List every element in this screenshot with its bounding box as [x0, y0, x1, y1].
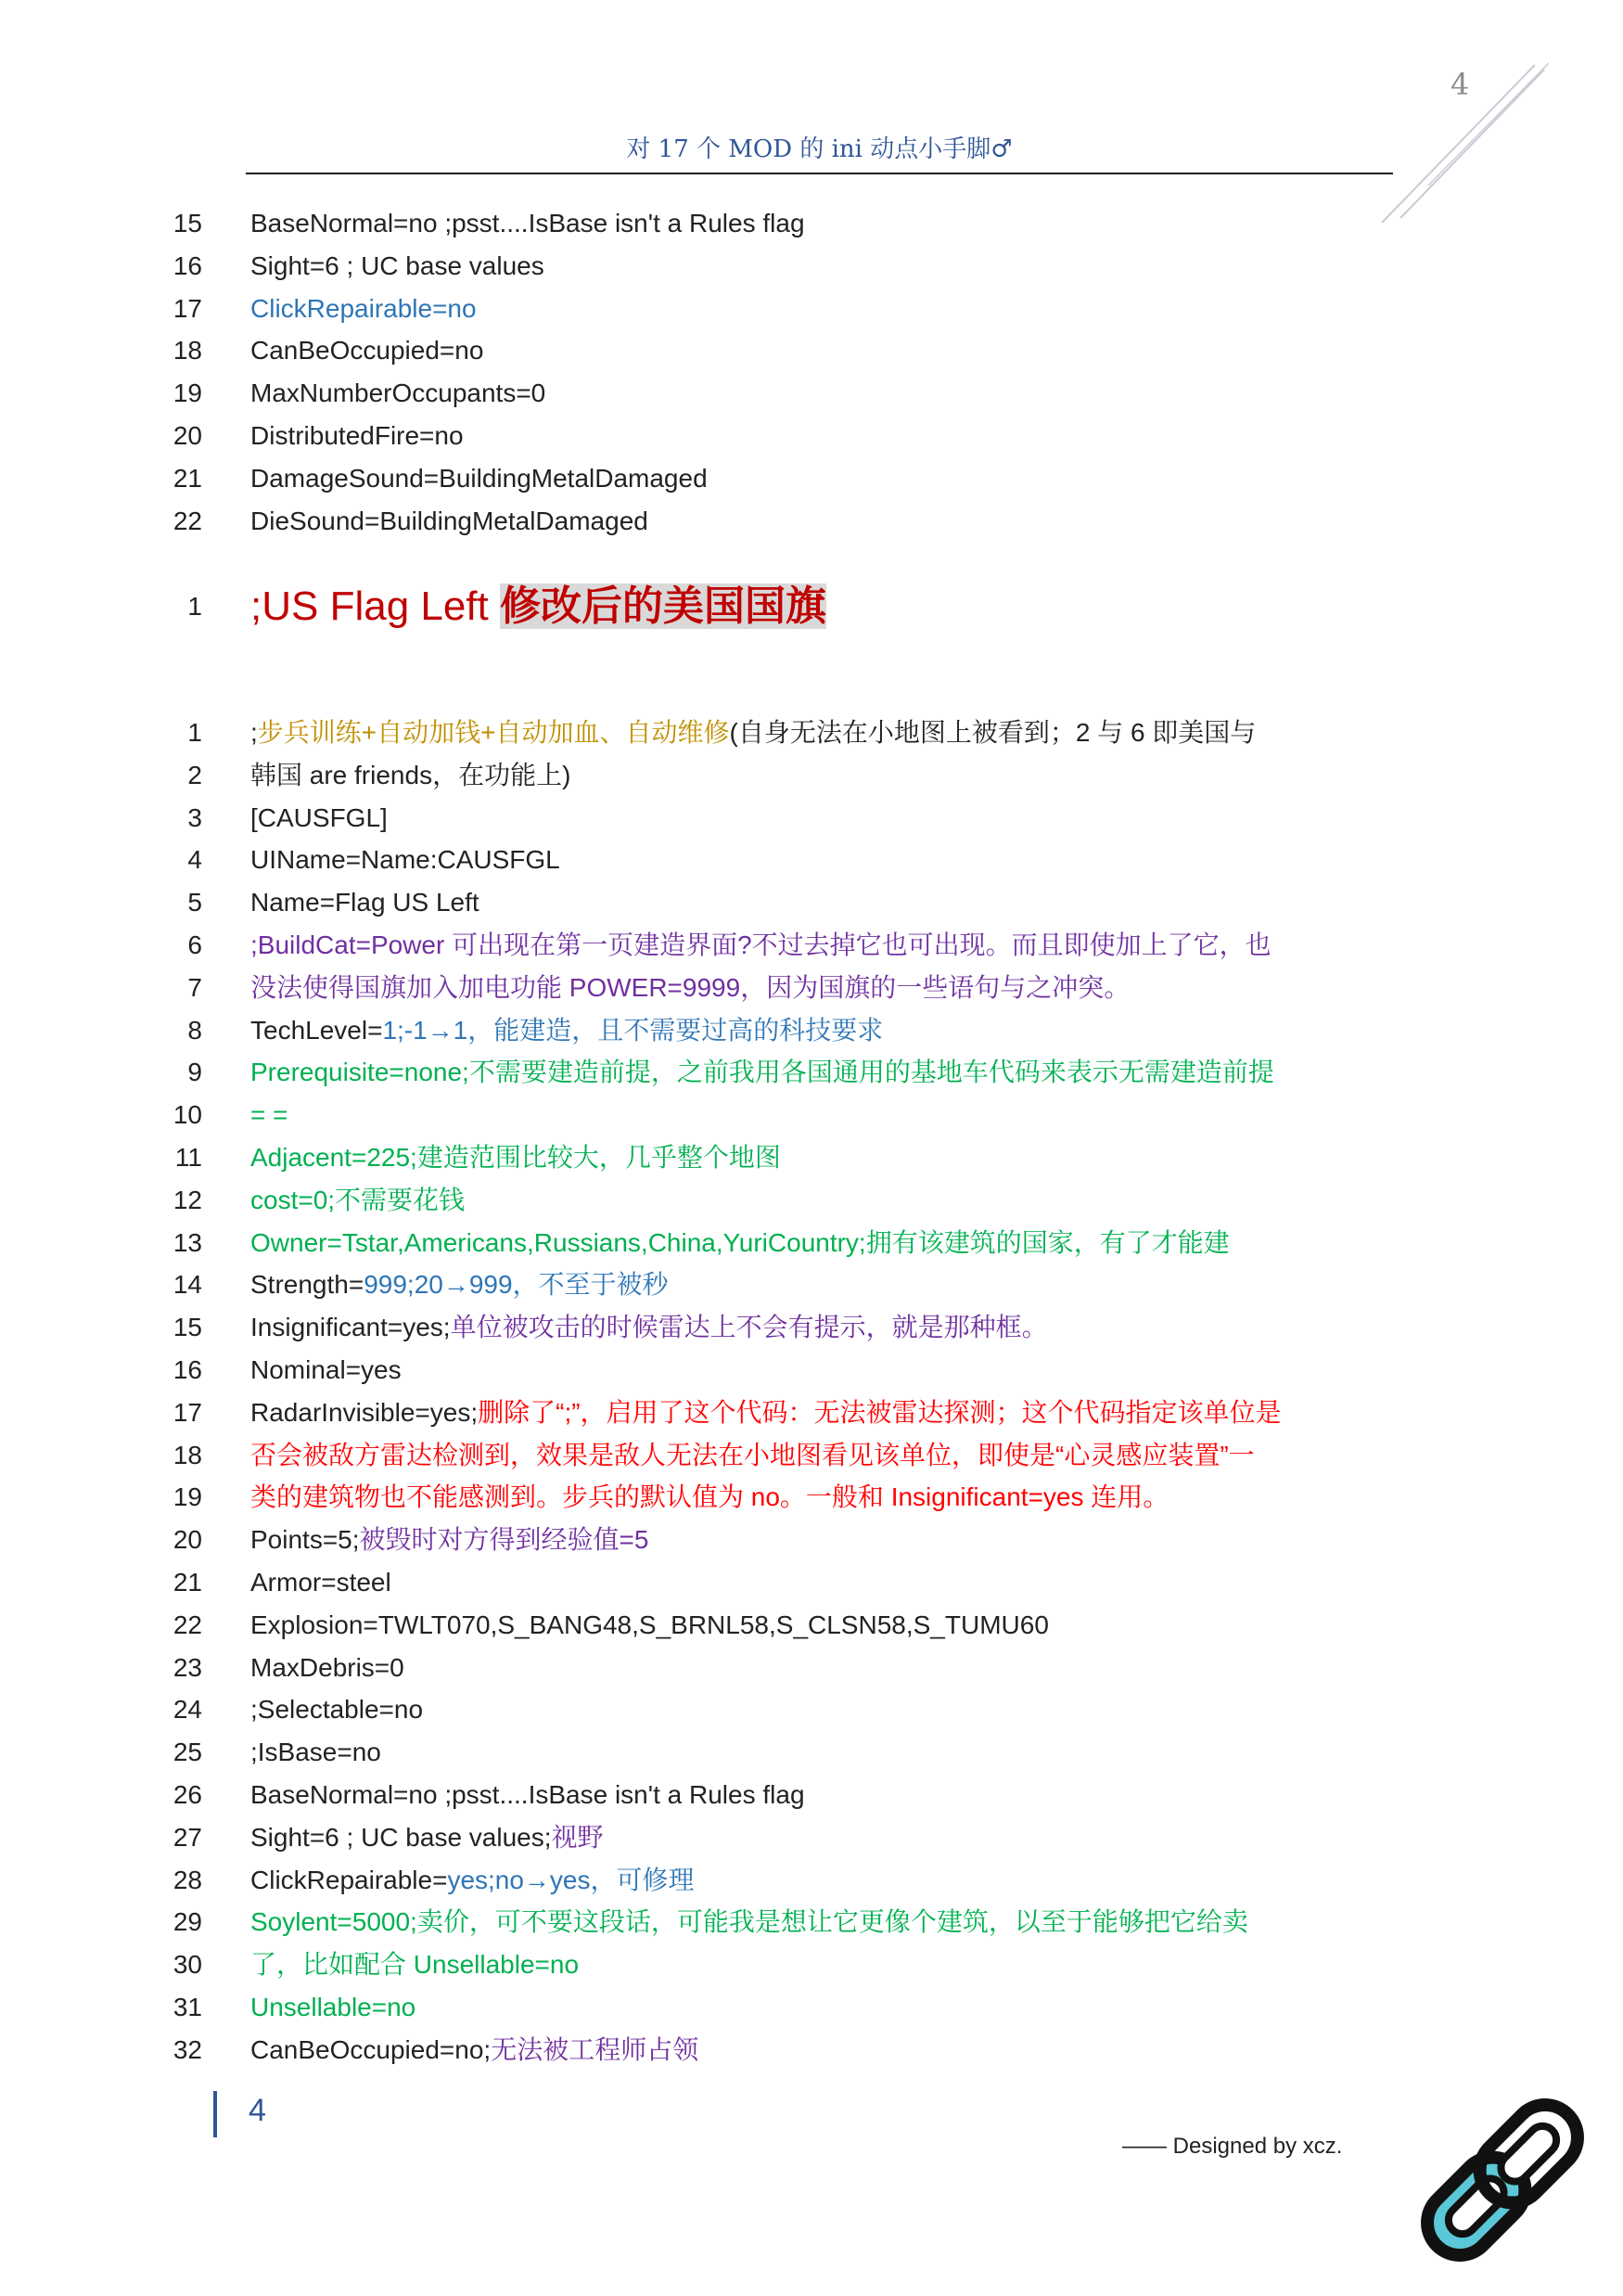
line-text [250, 1264, 669, 1305]
line-segment: 没法使得国旗加入加电功能 POWER=9999，因为国旗的一些语句与之冲突。 [250, 972, 1131, 1002]
line-text [250, 1520, 648, 1560]
line-number: 17 [173, 1397, 202, 1427]
code-line [0, 1902, 1623, 1943]
line-number: 1 [187, 718, 202, 747]
line-text [250, 1902, 1248, 1943]
line-segment: ;IsBase=no [250, 1738, 381, 1767]
line-segment: = = [250, 1100, 288, 1130]
line-segment: [CAUSFGL] [250, 802, 388, 832]
line-number: 23 [173, 1652, 202, 1682]
line-segment: cost=0;不需要花钱 [250, 1185, 466, 1214]
code-line [0, 1010, 1623, 1051]
code-line [0, 1392, 1623, 1433]
line-segment: Owner=Tstar,Americans,Russians,China,YuriCountry;拥有该建筑的国家，有了才能建 [250, 1227, 1230, 1257]
line-segment: BaseNormal=no ;psst....IsBase isn't a Rules flag [250, 1780, 805, 1809]
line-segment: 视野 [551, 1822, 604, 1852]
line-number: 7 [187, 972, 202, 1002]
line-segment: Strength= [250, 1270, 364, 1300]
line-number: 20 [173, 1525, 202, 1555]
line-segment: 单位被攻击的时候雷达上不会有提示，就是那种框。 [450, 1313, 1048, 1342]
line-text [250, 246, 544, 287]
code-line [0, 968, 1623, 1008]
line-number: 18 [173, 1440, 202, 1469]
line-segment: ClickRepairable=no [250, 293, 477, 323]
code-line [0, 203, 1623, 244]
line-segment: 韩国 are friends，在功能上) [250, 760, 571, 789]
line-number: 5 [187, 888, 202, 917]
line-number: 13 [173, 1227, 202, 1257]
code-line [0, 925, 1623, 966]
line-text [250, 373, 545, 414]
line-number: 22 [173, 1610, 202, 1639]
line-text [250, 1392, 1282, 1433]
line-number: 29 [173, 1907, 202, 1937]
line-segment: CanBeOccupied=no; [250, 2034, 492, 2064]
line-text [250, 1350, 402, 1391]
code-line [0, 1052, 1623, 1093]
line-text [250, 1095, 288, 1135]
line-segment: 类的建筑物也不能感测到。步兵的默认值为 no。一般和 Insignificant=yes 连用。 [250, 1482, 1169, 1512]
line-segment: ; [250, 718, 258, 747]
line-segment: UIName=Name:CAUSFGL [250, 845, 560, 875]
code-line [0, 1605, 1623, 1646]
line-number: 3 [187, 802, 202, 832]
line-number: 32 [173, 2034, 202, 2064]
code-line [0, 1264, 1623, 1305]
line-text [250, 968, 1130, 1008]
line-segment: Soylent=5000;卖价，可不要这段话，可能我是想让它更像个建筑，以至于能够把它给卖 [250, 1907, 1248, 1937]
line-segment: DistributedFire=no [250, 421, 464, 450]
line-segment: RadarInvisible=yes; [250, 1397, 479, 1427]
line-text [250, 1775, 805, 1815]
line-segment: Unsellable=no [250, 1993, 416, 2021]
line-number: 8 [187, 1015, 202, 1045]
line-number: 21 [173, 1568, 202, 1597]
line-text [250, 1307, 1048, 1348]
line-text [250, 1732, 381, 1773]
line-text [250, 1435, 1255, 1476]
line-segment: DamageSound=BuildingMetalDamaged [250, 463, 708, 493]
line-text [250, 289, 477, 329]
code-line [0, 1223, 1623, 1263]
line-text [250, 330, 483, 371]
line-text [250, 2030, 698, 2071]
line-number: 2 [187, 760, 202, 789]
line-number: 19 [173, 378, 202, 408]
line-segment: Sight=6 ; UC base values [250, 250, 544, 280]
line-number: 4 [187, 845, 202, 875]
line-segment: (自身无法在小地图上被看到；2 与 6 即美国与 [729, 718, 1257, 747]
line-segment: TechLevel= [250, 1015, 383, 1045]
line-segment: CanBeOccupied=no [250, 336, 484, 366]
line-text [250, 1605, 1049, 1646]
line-text [250, 1689, 423, 1730]
line-text [250, 840, 560, 880]
code-line [0, 798, 1623, 839]
line-segment: 否会被敌方雷达检测到，效果是敌人无法在小地图看见该单位，即使是“心灵感应装置”一 [250, 1440, 1255, 1469]
line-number: 16 [173, 1355, 202, 1384]
line-number: 22 [173, 506, 202, 535]
code-line [0, 840, 1623, 880]
line-text [250, 1052, 1274, 1093]
line-text [250, 1648, 404, 1688]
line-segment: 删除了“;”，启用了这个代码：无法被雷达探测；这个代码指定该单位是 [478, 1397, 1282, 1427]
code-line [0, 882, 1623, 923]
code-line [0, 416, 1623, 456]
code-line [0, 501, 1623, 542]
header-divider [246, 173, 1393, 174]
line-segment: Prerequisite=none;不需要建造前提，之前我用各国通用的基地车代码来表示无需建造前提 [250, 1058, 1274, 1087]
line-number: 12 [173, 1185, 202, 1214]
code-line [0, 1648, 1623, 1688]
line-text [250, 416, 464, 456]
line-segment: 步兵训练+自动加钱+自动加血、自动维修 [257, 718, 730, 747]
line-segment: MaxDebris=0 [250, 1652, 404, 1682]
code-line [0, 373, 1623, 414]
line-number: 21 [173, 463, 202, 493]
line-number: 24 [173, 1695, 202, 1725]
line-text [250, 458, 708, 499]
line-number: 20 [173, 421, 202, 450]
line-segment: Name=Flag US Left [250, 888, 479, 917]
line-number: 16 [173, 250, 202, 280]
line-text [250, 1137, 781, 1178]
heading-highlight: 修改后的美国国旗 [500, 584, 827, 629]
footer-page-number: 4 [249, 2093, 266, 2128]
code-line [0, 1477, 1623, 1518]
code-line [0, 1562, 1623, 1603]
code-line [0, 1350, 1623, 1391]
code-line [0, 1689, 1623, 1730]
line-text [250, 1477, 1169, 1518]
line-number: 15 [173, 1313, 202, 1342]
line-number: 9 [187, 1058, 202, 1087]
code-line [0, 1307, 1623, 1348]
code-line [0, 1520, 1623, 1560]
heading-text [250, 579, 826, 635]
line-number: 6 [187, 930, 202, 959]
code-line [0, 1095, 1623, 1135]
code-line [0, 1944, 1623, 1985]
code-line [0, 1732, 1623, 1773]
line-number: 15 [173, 209, 202, 237]
line-number: 17 [173, 293, 202, 323]
line-segment: 无法被工程师占领 [491, 2034, 699, 2064]
code-line [0, 1775, 1623, 1815]
line-segment: 了，比如配合 Unsellable=no [250, 1950, 580, 1980]
code-line [0, 1435, 1623, 1476]
line-text [250, 501, 648, 542]
line-text [250, 882, 479, 923]
heading-prefix: ;US Flag Left [250, 584, 501, 629]
line-text [250, 1860, 695, 1901]
line-text [250, 1987, 415, 2028]
code-line [0, 755, 1623, 796]
code-line [0, 1137, 1623, 1178]
line-segment: Sight=6 ; UC base values; [250, 1822, 552, 1852]
code-line [0, 1860, 1623, 1901]
line-segment: 被毁时对方得到经验值=5 [359, 1525, 649, 1555]
line-text [250, 1817, 604, 1858]
line-segment: Armor=steel [250, 1568, 391, 1597]
footer-accent-bar [213, 2091, 217, 2137]
chain-link-icon [1391, 2069, 1614, 2291]
code-line [0, 712, 1623, 753]
line-number: 27 [173, 1822, 202, 1852]
line-text [250, 1944, 579, 1985]
line-number: 31 [173, 1993, 202, 2021]
line-number: 19 [173, 1482, 202, 1512]
code-line [0, 330, 1623, 371]
line-text [250, 1562, 391, 1603]
code-line [0, 246, 1623, 287]
line-text [250, 755, 570, 796]
code-line [0, 1987, 1623, 2028]
line-text [250, 1010, 883, 1051]
line-text [250, 712, 1256, 753]
line-number: 18 [173, 336, 202, 366]
section-heading [0, 573, 1623, 638]
line-segment: Nominal=yes [250, 1355, 402, 1384]
line-number: 28 [173, 1865, 202, 1894]
line-segment: ;BuildCat=Power 可出现在第一页建造界面?不过去掉它也可出现。而且即使加上了它，也 [250, 930, 1272, 959]
code-line [0, 289, 1623, 329]
code-line [0, 1180, 1623, 1221]
footer-signature: —— Designed by xcz. [1122, 2134, 1343, 2159]
line-segment: Adjacent=225;建造范围比较大，几乎整个地图 [250, 1143, 781, 1172]
line-segment: Explosion=TWLT070,S_BANG48,S_BRNL58,S_CLSN58,S_TUMU60 [250, 1610, 1049, 1639]
line-number: 30 [173, 1950, 202, 1980]
line-segment: ClickRepairable= [250, 1865, 448, 1894]
line-segment: BaseNormal=no ;psst....IsBase isn't a Rules flag [250, 209, 805, 237]
line-segment: yes;no→yes，可修理 [447, 1865, 695, 1894]
line-segment: ;Selectable=no [250, 1695, 424, 1725]
line-text [250, 1180, 465, 1221]
line-segment: 999;20→999，不至于被秒 [364, 1270, 669, 1300]
line-number: 10 [173, 1100, 202, 1130]
line-number: 26 [173, 1780, 202, 1809]
line-segment: DieSound=BuildingMetalDamaged [250, 506, 648, 535]
line-text [250, 925, 1272, 966]
code-line [0, 2030, 1623, 2071]
line-text [250, 203, 805, 244]
line-number: 11 [174, 1143, 202, 1172]
code-line [0, 1817, 1623, 1858]
line-segment: Insignificant=yes; [250, 1313, 451, 1342]
line-segment: Points=5; [250, 1525, 360, 1555]
line-segment: MaxNumberOccupants=0 [250, 378, 546, 408]
line-text [250, 1223, 1230, 1263]
line-text [250, 798, 388, 839]
document-header-title: 对 17 个 MOD 的 ini 动点小手脚♂ [626, 135, 1013, 163]
heading-line-number: 1 [187, 592, 202, 621]
line-number: 14 [173, 1270, 202, 1300]
code-line [0, 458, 1623, 499]
line-number: 25 [173, 1738, 202, 1767]
header-page-number: 4 [1450, 67, 1470, 102]
line-segment: 1;-1→1，能建造，且不需要过高的科技要求 [382, 1015, 884, 1045]
